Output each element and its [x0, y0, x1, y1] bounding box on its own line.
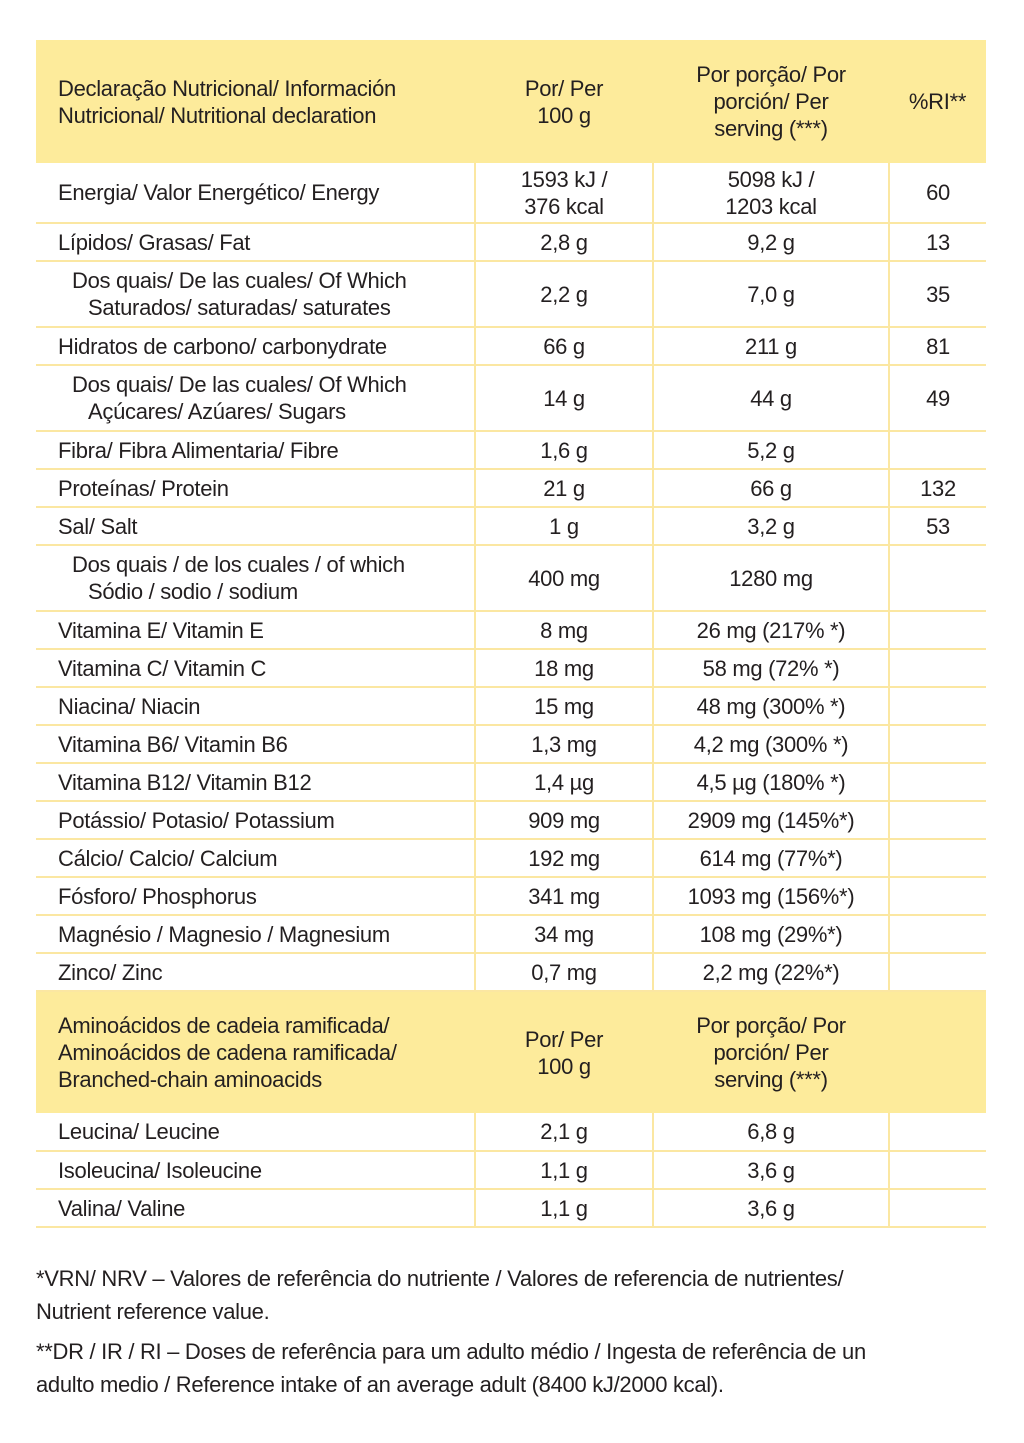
ri-value: 35 — [889, 261, 986, 327]
footnote-line: Nutrient reference value. — [36, 1299, 270, 1324]
table-row-zinc — [36, 953, 986, 991]
ri-value — [889, 649, 986, 687]
header-per100-line: 100 g — [537, 102, 591, 128]
nutrient-name: Sal/ Salt — [36, 507, 475, 545]
header-ri-cell: %RI** — [889, 40, 986, 163]
nutrition-header-row — [36, 40, 986, 163]
ri-value — [889, 877, 986, 915]
serving-value: 6,8 g — [653, 1113, 889, 1151]
table-row-isoleucine — [36, 1151, 986, 1189]
per100-value — [475, 163, 653, 223]
nutrient-name-line: Saturados/ saturadas/ saturates — [88, 295, 391, 320]
header-name-line: Declaração Nutricional/ Información — [58, 75, 396, 101]
per100-value: 66 g — [475, 327, 653, 365]
table-row-fat — [36, 223, 986, 261]
bcaa-header-name-line: Branched-chain aminoacids — [58, 1067, 322, 1092]
serving-value — [653, 163, 889, 223]
footnote-line: adulto medio / Reference intake of an average adult (8400 kJ/2000 kcal). — [36, 1372, 724, 1397]
table-row-salt — [36, 507, 986, 545]
bcaa-header-per100-line: 100 g — [537, 1053, 591, 1079]
bcaa-header-per100-cell — [475, 991, 653, 1113]
ri-value: 60 — [889, 163, 986, 223]
per100-value: 400 mg — [475, 545, 653, 611]
serving-value: 26 mg (217% *) — [653, 611, 889, 649]
nutrient-name: Proteínas/ Protein — [36, 469, 475, 507]
table-row-fibre — [36, 431, 986, 469]
nutrient-name: Potássio/ Potasio/ Potassium — [36, 801, 475, 839]
ri-value — [889, 1113, 986, 1151]
per100-value: 1 g — [475, 507, 653, 545]
header-name-cell — [36, 40, 475, 163]
nutrient-name — [36, 261, 475, 327]
serving-value: 108 mg (29%*) — [653, 915, 889, 953]
serving-value: 4,5 µg (180% *) — [653, 763, 889, 801]
serving-value: 2,2 mg (22%*) — [653, 953, 889, 991]
ri-value — [889, 687, 986, 725]
per100-value: 1,1 g — [475, 1189, 653, 1227]
per100-value: 1,4 µg — [475, 763, 653, 801]
per100-value: 21 g — [475, 469, 653, 507]
per100-value-line: 376 kcal — [524, 193, 604, 219]
nutrient-name-line: Dos quais/ De las cuales/ Of Which — [72, 268, 407, 293]
aminoacid-name: Isoleucina/ Isoleucine — [36, 1151, 475, 1189]
per100-value: 2,1 g — [475, 1113, 653, 1151]
per100-value: 1,1 g — [475, 1151, 653, 1189]
serving-value: 614 mg (77%*) — [653, 839, 889, 877]
ri-value — [889, 611, 986, 649]
serving-value: 2909 mg (145%*) — [653, 801, 889, 839]
header-serving-line: Por porção/ Por — [696, 62, 846, 87]
bcaa-header-serving-line: serving (***) — [714, 1067, 828, 1092]
nutrient-name: Magnésio / Magnesio / Magnesium — [36, 915, 475, 953]
table-row-vitamin-e — [36, 611, 986, 649]
bcaa-header-row — [36, 991, 986, 1113]
header-per100-cell — [475, 40, 653, 163]
footnote-line: **DR / IR / RI – Doses de referência para um adulto médio / Ingesta de referência de un — [36, 1339, 866, 1364]
footnote-line: *VRN/ NRV – Valores de referência do nutriente / Valores de referencia de nutrientes/ — [36, 1266, 844, 1291]
table-row-carbohydrate — [36, 327, 986, 365]
bcaa-header-name-cell — [36, 991, 475, 1113]
ri-value — [889, 545, 986, 611]
serving-value: 3,6 g — [653, 1189, 889, 1227]
per100-value: 8 mg — [475, 611, 653, 649]
bcaa-header-per100-line: Por/ Per — [524, 1026, 604, 1052]
bcaa-header-serving-line: Por porção/ Por — [696, 1013, 846, 1038]
per100-value: 0,7 mg — [475, 953, 653, 991]
ri-value — [889, 1189, 986, 1227]
bcaa-header-serving-cell — [653, 991, 889, 1113]
nutrient-name: Fósforo/ Phosphorus — [36, 877, 475, 915]
nutrient-name — [36, 545, 475, 611]
per100-value: 341 mg — [475, 877, 653, 915]
per100-value-line: 1593 kJ / — [520, 166, 608, 192]
serving-value: 44 g — [653, 365, 889, 431]
serving-value: 58 mg (72% *) — [653, 649, 889, 687]
per100-value: 2,2 g — [475, 261, 653, 327]
table-row-phosphorus — [36, 877, 986, 915]
header-per100-line: Por/ Per — [524, 75, 604, 101]
table-row-leucine — [36, 1113, 986, 1151]
footnote-ri — [36, 1335, 986, 1401]
table-row-vitamin-b12 — [36, 763, 986, 801]
per100-value: 909 mg — [475, 801, 653, 839]
nutrient-name-line: Sódio / sodio / sodium — [88, 579, 298, 604]
serving-value: 9,2 g — [653, 223, 889, 261]
nutrient-name: Cálcio/ Calcio/ Calcium — [36, 839, 475, 877]
serving-value: 5,2 g — [653, 431, 889, 469]
nutrient-name: Vitamina B12/ Vitamin B12 — [36, 763, 475, 801]
serving-value: 3,6 g — [653, 1151, 889, 1189]
serving-value: 4,2 mg (300% *) — [653, 725, 889, 763]
nutrient-name: Vitamina C/ Vitamin C — [36, 649, 475, 687]
nutrient-name: Vitamina E/ Vitamin E — [36, 611, 475, 649]
ri-value — [889, 915, 986, 953]
per100-value: 1,6 g — [475, 431, 653, 469]
serving-value: 48 mg (300% *) — [653, 687, 889, 725]
ri-value — [889, 953, 986, 991]
per100-value: 1,3 mg — [475, 725, 653, 763]
ri-value: 13 — [889, 223, 986, 261]
per100-value: 15 mg — [475, 687, 653, 725]
serving-value: 3,2 g — [653, 507, 889, 545]
nutrient-name: Zinco/ Zinc — [36, 953, 475, 991]
nutrient-name: Niacina/ Niacin — [36, 687, 475, 725]
nutrient-name — [36, 365, 475, 431]
nutrient-name-line: Dos quais / de los cuales / of which — [72, 552, 405, 577]
nutrition-table — [36, 40, 986, 1228]
nutrient-name: Lípidos/ Grasas/ Fat — [36, 223, 475, 261]
per100-value: 14 g — [475, 365, 653, 431]
table-row-vitamin-c — [36, 649, 986, 687]
ri-value: 53 — [889, 507, 986, 545]
table-row-saturates — [36, 261, 986, 327]
nutrient-name: Vitamina B6/ Vitamin B6 — [36, 725, 475, 763]
header-serving-line: porción/ Per — [713, 89, 829, 114]
nutrient-name: Hidratos de carbono/ carbonydrate — [36, 327, 475, 365]
ri-value — [889, 725, 986, 763]
table-row-protein — [36, 469, 986, 507]
ri-value: 132 — [889, 469, 986, 507]
table-row-niacin — [36, 687, 986, 725]
ri-value — [889, 839, 986, 877]
header-name-line: Nutricional/ Nutritional declaration — [58, 102, 377, 128]
serving-value-line: 1203 kcal — [725, 193, 817, 219]
aminoacid-name: Leucina/ Leucine — [36, 1113, 475, 1151]
nutrient-name-line: Dos quais/ De las cuales/ Of Which — [72, 372, 407, 397]
table-row-sugars — [36, 365, 986, 431]
nutrient-name: Fibra/ Fibra Alimentaria/ Fibre — [36, 431, 475, 469]
header-serving-line: serving (***) — [714, 116, 828, 141]
aminoacid-name: Valina/ Valine — [36, 1189, 475, 1227]
table-row-sodium — [36, 545, 986, 611]
serving-value: 7,0 g — [653, 261, 889, 327]
bcaa-header-serving-line: porción/ Per — [713, 1040, 829, 1065]
ri-value — [889, 801, 986, 839]
bcaa-header-ri-cell — [889, 991, 986, 1113]
per100-value: 192 mg — [475, 839, 653, 877]
nutrient-name-line: Açúcares/ Azúares/ Sugars — [88, 399, 346, 424]
table-row-vitamin-b6 — [36, 725, 986, 763]
per100-value: 34 mg — [475, 915, 653, 953]
ri-value: 49 — [889, 365, 986, 431]
bcaa-header-name-line: Aminoácidos de cadeia ramificada/ — [58, 1013, 390, 1038]
ri-value: 81 — [889, 327, 986, 365]
table-row-energy — [36, 163, 986, 223]
header-serving-cell — [653, 40, 889, 163]
nutrient-name: Energia/ Valor Energético/ Energy — [36, 163, 475, 223]
ri-value — [889, 763, 986, 801]
serving-value-line: 5098 kJ / — [727, 166, 815, 192]
per100-value: 2,8 g — [475, 223, 653, 261]
footnote-vrn — [36, 1262, 986, 1328]
serving-value: 66 g — [653, 469, 889, 507]
ri-value — [889, 431, 986, 469]
serving-value: 1093 mg (156%*) — [653, 877, 889, 915]
table-row-magnesium — [36, 915, 986, 953]
per100-value: 18 mg — [475, 649, 653, 687]
ri-value — [889, 1151, 986, 1189]
bcaa-header-name-line: Aminoácidos de cadena ramificada/ — [58, 1040, 397, 1065]
serving-value: 211 g — [653, 327, 889, 365]
table-row-calcium — [36, 839, 986, 877]
serving-value: 1280 mg — [653, 545, 889, 611]
table-row-potassium — [36, 801, 986, 839]
table-row-valine — [36, 1189, 986, 1227]
